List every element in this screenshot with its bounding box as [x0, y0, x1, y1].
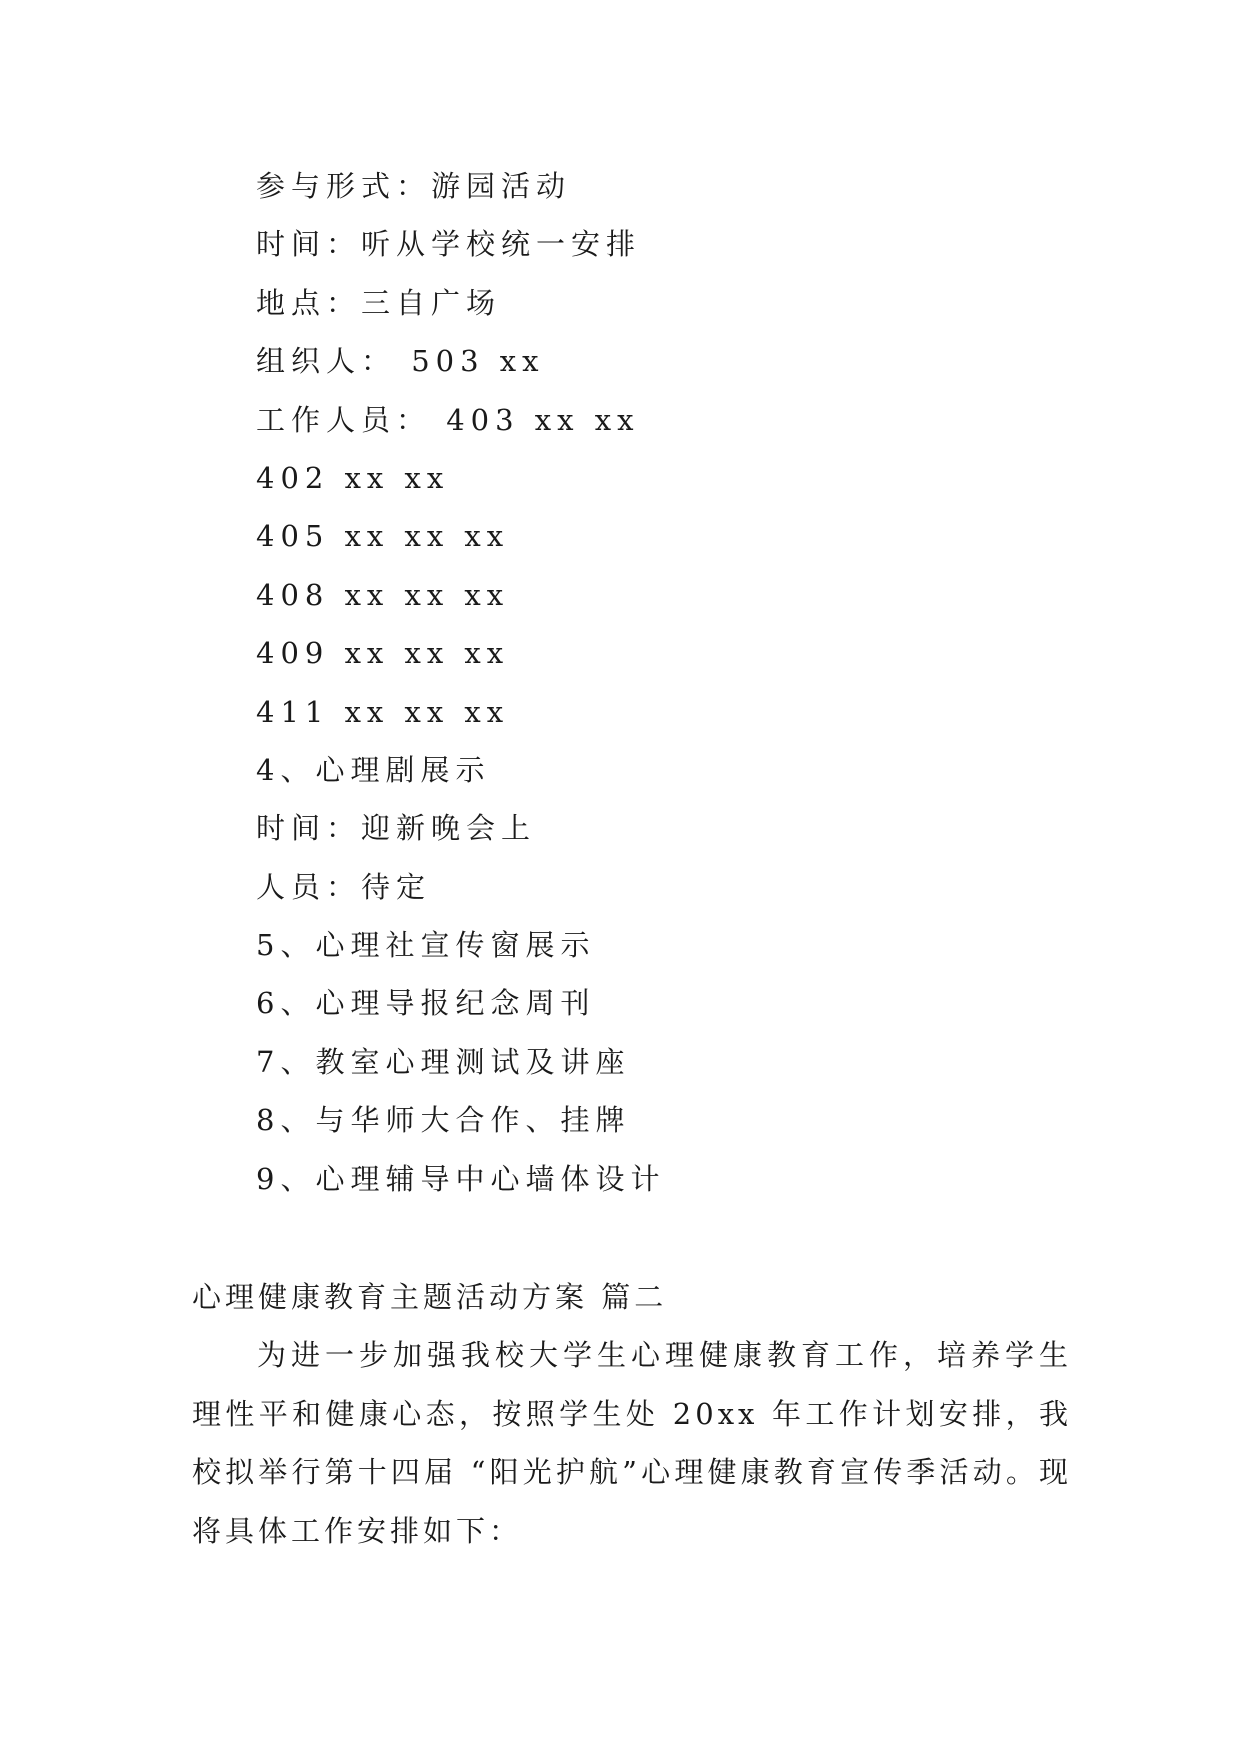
- list-item: 7、教室心理测试及讲座: [256, 1044, 631, 1079]
- activity-list: [256, 157, 665, 1208]
- section-two: [192, 1268, 1072, 1560]
- section-title: 心理健康教育主题活动方案 篇二: [192, 1280, 668, 1314]
- section-paragraph: 为进一步加强我校大学生心理健康教育工作，培养学生理性平和健康心态，按照学生处 20xx 年工作计划安排，我校拟举行第十四届 “阳光护航”心理健康教育宣传季活动。现将具体工作安排如下：: [192, 1338, 1072, 1548]
- list-item: 409 xx xx xx: [256, 636, 510, 671]
- list-item: 6、心理导报纪念周刊: [256, 986, 596, 1021]
- list-item: 时间：迎新晚会上: [256, 811, 537, 846]
- list-item: 9、心理辅导中心墙体设计: [256, 1161, 666, 1196]
- list-item: 405 xx xx xx: [256, 519, 510, 554]
- list-item: 411 xx xx xx: [256, 694, 510, 729]
- list-item: 工作人员： 403 xx xx: [256, 402, 640, 437]
- list-item: 408 xx xx xx: [256, 577, 510, 612]
- list-item: 8、与华师大合作、挂牌: [256, 1103, 631, 1138]
- list-item: 参与形式：游园活动: [256, 169, 572, 203]
- list-item: 5、心理社宣传窗展示: [256, 928, 596, 963]
- list-item: 时间：听从学校统一安排: [256, 227, 642, 262]
- list-item: 4、心理剧展示: [256, 752, 491, 787]
- list-item: 402 xx xx: [256, 460, 450, 495]
- list-item: 人员：待定: [256, 869, 432, 904]
- list-item: 组织人： 503 xx: [256, 344, 545, 379]
- list-item: 地点：三自广场: [256, 285, 502, 320]
